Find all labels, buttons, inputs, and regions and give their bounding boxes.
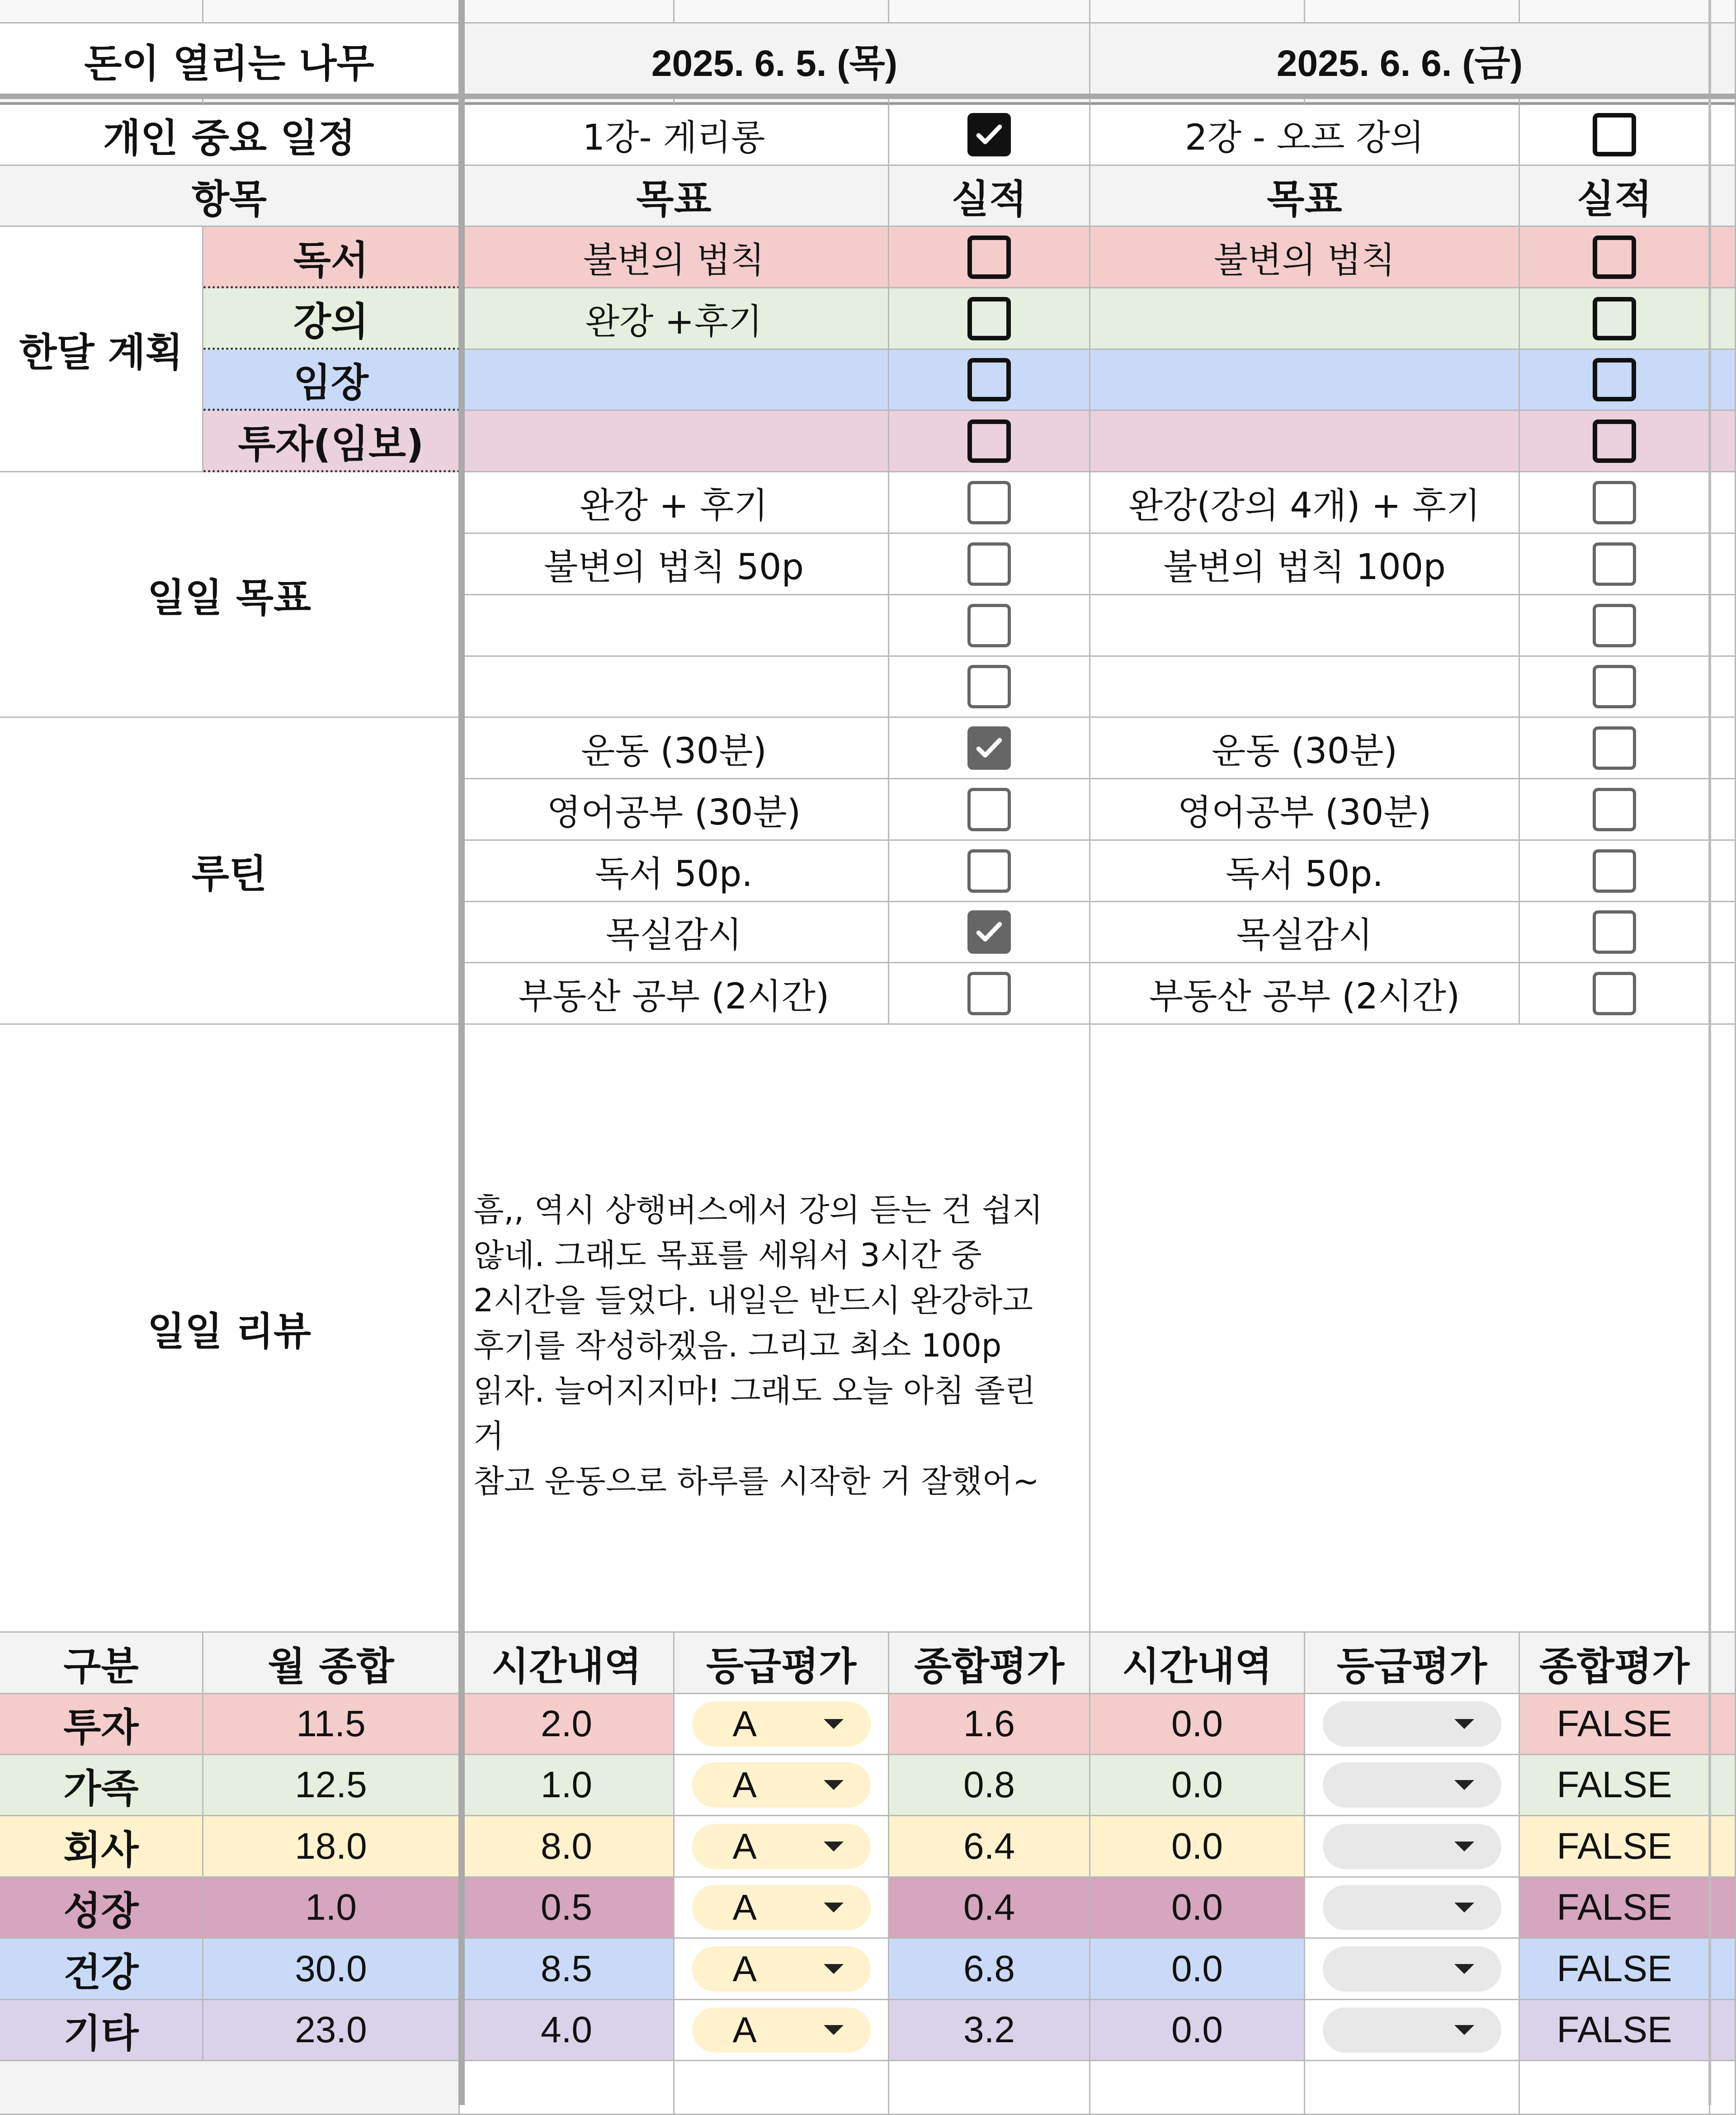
grade-value: A xyxy=(732,2010,757,2050)
grade-dropdown[interactable] xyxy=(692,1701,871,1747)
grade-dropdown[interactable] xyxy=(692,1946,871,1992)
grade-dropdown[interactable] xyxy=(692,1885,871,1930)
routine-result-cell[interactable] xyxy=(889,779,1090,841)
result-header: 실적 xyxy=(889,166,1090,227)
monthly-item-label: 임장 xyxy=(203,350,460,411)
schedule-text[interactable]: 1강- 게리롱 xyxy=(460,105,889,166)
daily-checkbox[interactable] xyxy=(1593,665,1636,708)
grade-cell[interactable] xyxy=(675,1816,889,1878)
total-eval-value: 0.8 xyxy=(889,1755,1090,1816)
separator-row xyxy=(675,98,889,105)
routine-checkbox[interactable] xyxy=(967,788,1011,831)
routine-result-cell[interactable] xyxy=(1520,902,1710,963)
grade-dropdown[interactable] xyxy=(1323,1885,1501,1930)
routine-item[interactable]: 운동 (30분) xyxy=(1090,718,1520,779)
monthly-goal[interactable]: 불변의 법칙 xyxy=(460,227,889,288)
grade-cell[interactable] xyxy=(1305,1755,1520,1816)
monthly-result-cell[interactable] xyxy=(889,227,1090,288)
empty-row xyxy=(889,2061,1090,2115)
empty-row xyxy=(460,2061,675,2115)
separator-row xyxy=(889,98,1090,105)
column-header-strip xyxy=(1305,0,1520,24)
category-label: 가족 xyxy=(0,1755,203,1816)
separator-row xyxy=(1305,98,1520,105)
month-total-header: 월 종합 xyxy=(203,1633,460,1694)
next-column-cell xyxy=(1710,902,1736,963)
grade-eval-header: 등급평가 xyxy=(675,1633,889,1694)
chevron-down-icon xyxy=(824,1719,844,1729)
frozen-row-divider[interactable] xyxy=(0,94,1736,99)
total-eval-value: FALSE xyxy=(1520,2000,1710,2061)
column-divider xyxy=(1708,0,1711,2105)
daily-goal[interactable] xyxy=(460,595,889,657)
next-column-cell xyxy=(1710,595,1736,657)
grade-cell[interactable] xyxy=(1305,1878,1520,1939)
schedule-label: 개인 중요 일정 xyxy=(0,105,460,166)
routine-item[interactable]: 독서 50p. xyxy=(1090,841,1520,902)
month-total-value: 11.5 xyxy=(203,1694,460,1755)
daily-checkbox[interactable] xyxy=(967,542,1011,586)
grade-dropdown[interactable] xyxy=(1323,2007,1501,2053)
time-detail-value[interactable]: 0.0 xyxy=(1090,1878,1305,1939)
month-total-value: 18.0 xyxy=(203,1816,460,1878)
routine-result-cell[interactable] xyxy=(889,718,1090,779)
routine-checkbox[interactable] xyxy=(1593,972,1636,1015)
grade-cell[interactable] xyxy=(675,1694,889,1755)
separator-row xyxy=(1520,98,1710,105)
routine-checkbox[interactable] xyxy=(967,849,1011,893)
grade-value: A xyxy=(732,1704,757,1744)
time-detail-header: 시간내역 xyxy=(1090,1633,1305,1694)
time-detail-value[interactable]: 0.0 xyxy=(1090,1939,1305,2000)
separator-row xyxy=(203,98,460,105)
grade-cell[interactable] xyxy=(675,1939,889,2000)
monthly-goal[interactable] xyxy=(1090,288,1520,350)
column-header-strip xyxy=(1520,0,1710,24)
routine-item[interactable]: 운동 (30분) xyxy=(460,718,889,779)
grade-value: A xyxy=(732,1765,757,1805)
month-total-value: 1.0 xyxy=(203,1878,460,1939)
routine-item[interactable]: 영어공부 (30분) xyxy=(460,779,889,841)
time-detail-value[interactable]: 0.0 xyxy=(1090,1755,1305,1816)
chevron-down-icon xyxy=(824,1780,844,1790)
schedule-text[interactable]: 2강 - 오프 강의 xyxy=(1090,105,1520,166)
daily-review-text[interactable] xyxy=(1090,1025,1710,1633)
next-column-cell xyxy=(1710,227,1736,288)
daily-goal[interactable]: 완강 + 후기 xyxy=(460,472,889,534)
grade-cell[interactable] xyxy=(1305,1694,1520,1755)
next-column-cell xyxy=(1710,2000,1736,2061)
separator-row xyxy=(460,98,675,105)
monthly-goal[interactable] xyxy=(1090,350,1520,411)
month-total-value: 23.0 xyxy=(203,2000,460,2061)
monthly-checkbox[interactable] xyxy=(1593,236,1636,279)
next-column-cell xyxy=(1710,963,1736,1025)
category-label: 건강 xyxy=(0,1939,203,2000)
daily-result-cell[interactable] xyxy=(889,657,1090,718)
category-label: 투자 xyxy=(0,1694,203,1755)
next-column-cell xyxy=(1710,105,1736,166)
time-detail-value[interactable]: 0.0 xyxy=(1090,1816,1305,1878)
category-label: 성장 xyxy=(0,1878,203,1939)
grade-dropdown[interactable] xyxy=(1323,1824,1501,1869)
routine-item[interactable]: 영어공부 (30분) xyxy=(1090,779,1520,841)
total-eval-value: FALSE xyxy=(1520,1939,1710,2000)
monthly-checkbox[interactable] xyxy=(967,358,1011,401)
monthly-checkbox[interactable] xyxy=(1593,297,1636,340)
grade-value: A xyxy=(732,1887,757,1927)
grade-cell[interactable] xyxy=(675,2000,889,2061)
grade-dropdown[interactable] xyxy=(692,1824,871,1869)
schedule-checkbox[interactable] xyxy=(1593,113,1636,156)
monthly-result-cell[interactable] xyxy=(1520,227,1710,288)
next-column-cell xyxy=(1710,1816,1736,1878)
next-column-cell xyxy=(1710,411,1736,472)
category-label: 기타 xyxy=(0,2000,203,2061)
chevron-down-icon xyxy=(1454,1842,1474,1851)
goal-header: 목표 xyxy=(460,166,889,227)
monthly-goal[interactable] xyxy=(460,411,889,472)
routine-checkbox[interactable] xyxy=(967,972,1011,1015)
routine-item[interactable]: 독서 50p. xyxy=(460,841,889,902)
chevron-down-icon xyxy=(824,1964,844,1974)
next-column-cell xyxy=(1710,1025,1736,1633)
daily-checkbox[interactable] xyxy=(1593,481,1636,524)
routine-result-cell[interactable] xyxy=(1520,963,1710,1025)
monthly-checkbox[interactable] xyxy=(1593,358,1636,401)
column-header-strip xyxy=(889,0,1090,24)
monthly-item-label: 독서 xyxy=(203,227,460,288)
column-header-strip xyxy=(0,0,203,24)
daily-checkbox[interactable] xyxy=(1593,604,1636,647)
routine-item[interactable]: 목실감시 xyxy=(1090,902,1520,963)
daily-review-label: 일일 리뷰 xyxy=(0,1025,460,1633)
monthly-result-cell[interactable] xyxy=(1520,288,1710,350)
total-eval-value: FALSE xyxy=(1520,1694,1710,1755)
total-eval-header: 종합평가 xyxy=(889,1633,1090,1694)
month-total-value: 12.5 xyxy=(203,1755,460,1816)
goal-header: 목표 xyxy=(1090,166,1520,227)
schedule-result-cell[interactable] xyxy=(1520,105,1710,166)
grade-dropdown[interactable] xyxy=(1323,1762,1501,1808)
daily-checkbox[interactable] xyxy=(967,604,1011,647)
monthly-result-cell[interactable] xyxy=(1520,411,1710,472)
monthly-checkbox[interactable] xyxy=(967,236,1011,279)
date-header: 2025. 6. 6. (금) xyxy=(1090,24,1710,98)
chevron-down-icon xyxy=(824,1903,844,1912)
frozen-column-divider[interactable] xyxy=(458,0,465,2105)
routine-result-cell[interactable] xyxy=(1520,841,1710,902)
routine-checkbox[interactable] xyxy=(967,910,1011,954)
routine-checkbox[interactable] xyxy=(1593,726,1636,770)
schedule-result-cell[interactable] xyxy=(889,105,1090,166)
next-column-cell xyxy=(1710,1694,1736,1755)
daily-result-cell[interactable] xyxy=(889,534,1090,595)
routine-result-cell[interactable] xyxy=(889,963,1090,1025)
separator-row xyxy=(0,98,203,105)
total-eval-value: FALSE xyxy=(1520,1816,1710,1878)
chevron-down-icon xyxy=(824,1842,844,1851)
column-header-strip xyxy=(1090,0,1305,24)
chevron-down-icon xyxy=(1454,1964,1474,1974)
total-eval-value: FALSE xyxy=(1520,1755,1710,1816)
time-detail-header: 시간내역 xyxy=(460,1633,675,1694)
grade-cell[interactable] xyxy=(675,1878,889,1939)
category-label: 회사 xyxy=(0,1816,203,1878)
grade-dropdown[interactable] xyxy=(1323,1946,1501,1992)
daily-goal[interactable]: 불변의 법칙 100p xyxy=(1090,534,1520,595)
monthly-item-label: 강의 xyxy=(203,288,460,350)
empty-row xyxy=(1520,2061,1710,2115)
next-column-cell xyxy=(1710,472,1736,534)
daily-result-cell[interactable] xyxy=(1520,534,1710,595)
monthly-goal[interactable] xyxy=(460,350,889,411)
daily-checkbox[interactable] xyxy=(967,665,1011,708)
total-eval-value: 0.4 xyxy=(889,1878,1090,1939)
daily-checkbox[interactable] xyxy=(1593,542,1636,586)
monthly-result-cell[interactable] xyxy=(889,411,1090,472)
separator-row xyxy=(1090,98,1305,105)
monthly-checkbox[interactable] xyxy=(967,419,1011,463)
time-detail-value[interactable]: 8.0 xyxy=(460,1816,675,1878)
separator-row xyxy=(1710,98,1736,105)
routine-item[interactable]: 목실감시 xyxy=(460,902,889,963)
monthly-goal[interactable]: 불변의 법칙 xyxy=(1090,227,1520,288)
next-column-cell xyxy=(1710,166,1736,227)
item-header: 항목 xyxy=(0,166,460,227)
daily-result-cell[interactable] xyxy=(1520,472,1710,534)
total-eval-header: 종합평가 xyxy=(1520,1633,1710,1694)
check-icon xyxy=(973,916,1005,948)
schedule-checkbox[interactable] xyxy=(967,113,1011,156)
chevron-down-icon xyxy=(1454,1903,1474,1912)
next-column-cell xyxy=(1710,718,1736,779)
time-detail-value[interactable]: 2.0 xyxy=(460,1694,675,1755)
routine-checkbox[interactable] xyxy=(967,726,1011,770)
routine-result-cell[interactable] xyxy=(1520,718,1710,779)
next-column-cell xyxy=(1710,841,1736,902)
grade-value: A xyxy=(732,1948,757,1989)
daily-result-cell[interactable] xyxy=(1520,595,1710,657)
time-detail-value[interactable]: 1.0 xyxy=(460,1755,675,1816)
daily-checkbox[interactable] xyxy=(967,481,1011,524)
chevron-down-icon xyxy=(1454,2025,1474,2035)
grade-cell[interactable] xyxy=(1305,2000,1520,2061)
column-header-strip xyxy=(1710,0,1736,24)
empty-row xyxy=(0,2061,460,2115)
daily-goal-label: 일일 목표 xyxy=(0,472,460,718)
next-column-cell xyxy=(1710,779,1736,841)
daily-review-text[interactable]: 흠,, 역시 상행버스에서 강의 듣는 건 쉽지 않네. 그래도 목표를 세워서 3시간 중 2시간을 들었다. 내일은 반드시 완강하고 후기를 작성하겠음. 그리고 최소 100p 읽자. 늘어지지마! 그래도 오늘 아침 졸린 거 참고 운동으로 하루를 시작한 거 잘했어~ xyxy=(460,1025,1090,1633)
next-column-cell xyxy=(1710,288,1736,350)
daily-goal[interactable] xyxy=(460,657,889,718)
daily-goal[interactable]: 불변의 법칙 50p xyxy=(460,534,889,595)
monthly-goal[interactable] xyxy=(1090,411,1520,472)
empty-row xyxy=(1090,2061,1305,2115)
total-eval-value: 6.8 xyxy=(889,1939,1090,2000)
column-header-strip xyxy=(203,0,460,24)
result-header: 실적 xyxy=(1520,166,1710,227)
grade-cell[interactable] xyxy=(675,1755,889,1816)
monthly-result-cell[interactable] xyxy=(889,350,1090,411)
grade-dropdown[interactable] xyxy=(692,1762,871,1808)
next-column-cell xyxy=(1710,1939,1736,2000)
next-column-cell xyxy=(1710,1755,1736,1816)
grade-cell[interactable] xyxy=(1305,1816,1520,1878)
date-header: 2025. 6. 5. (목) xyxy=(460,24,1090,98)
monthly-checkbox[interactable] xyxy=(1593,419,1636,463)
routine-result-cell[interactable] xyxy=(889,841,1090,902)
routine-result-cell[interactable] xyxy=(1520,779,1710,841)
grade-eval-header: 등급평가 xyxy=(1305,1633,1520,1694)
total-eval-value: FALSE xyxy=(1520,1878,1710,1939)
monthly-result-cell[interactable] xyxy=(889,288,1090,350)
daily-result-cell[interactable] xyxy=(889,595,1090,657)
routine-checkbox[interactable] xyxy=(1593,849,1636,893)
time-detail-value[interactable]: 0.0 xyxy=(1090,1694,1305,1755)
empty-row xyxy=(1305,2061,1520,2115)
routine-item[interactable]: 부동산 공부 (2시간) xyxy=(1090,963,1520,1025)
daily-goal[interactable] xyxy=(1090,657,1520,718)
category-header: 구분 xyxy=(0,1633,203,1694)
time-detail-value[interactable]: 0.5 xyxy=(460,1878,675,1939)
check-icon xyxy=(973,119,1005,151)
next-column-cell xyxy=(1710,350,1736,411)
routine-item[interactable]: 부동산 공부 (2시간) xyxy=(460,963,889,1025)
column-header-strip xyxy=(675,0,889,24)
monthly-result-cell[interactable] xyxy=(1520,350,1710,411)
next-column-cell xyxy=(1710,657,1736,718)
time-detail-value[interactable]: 0.0 xyxy=(1090,2000,1305,2061)
next-column-header xyxy=(1710,24,1736,98)
monthly-goal[interactable]: 완강 +후기 xyxy=(460,288,889,350)
chevron-down-icon xyxy=(1454,1780,1474,1790)
grade-value: A xyxy=(732,1826,757,1866)
monthly-checkbox[interactable] xyxy=(967,297,1011,340)
total-eval-value: 1.6 xyxy=(889,1694,1090,1755)
grade-dropdown[interactable] xyxy=(692,2007,871,2053)
month-total-value: 30.0 xyxy=(203,1939,460,2000)
grade-dropdown[interactable] xyxy=(1323,1701,1501,1747)
monthly-item-label: 투자(임보) xyxy=(203,411,460,472)
empty-row xyxy=(1710,2061,1736,2115)
empty-row xyxy=(675,2061,889,2115)
next-column-cell xyxy=(1710,1878,1736,1939)
daily-result-cell[interactable] xyxy=(889,472,1090,534)
grade-cell[interactable] xyxy=(1305,1939,1520,2000)
time-detail-value[interactable]: 4.0 xyxy=(460,2000,675,2061)
time-detail-value[interactable]: 8.5 xyxy=(460,1939,675,2000)
total-eval-value: 3.2 xyxy=(889,2000,1090,2061)
monthly-plan-label: 한달 계획 xyxy=(0,227,203,472)
daily-goal[interactable]: 완강(강의 4개) + 후기 xyxy=(1090,472,1520,534)
next-column-cell xyxy=(1710,534,1736,595)
routine-checkbox[interactable] xyxy=(1593,788,1636,831)
daily-goal[interactable] xyxy=(1090,595,1520,657)
daily-result-cell[interactable] xyxy=(1520,657,1710,718)
total-eval-value: 6.4 xyxy=(889,1816,1090,1878)
column-header-strip xyxy=(460,0,675,24)
routine-result-cell[interactable] xyxy=(889,902,1090,963)
chevron-down-icon xyxy=(1454,1719,1474,1729)
sheet-title: 돈이 열리는 나무 xyxy=(0,24,460,98)
routine-label: 루틴 xyxy=(0,718,460,1025)
routine-checkbox[interactable] xyxy=(1593,910,1636,954)
chevron-down-icon xyxy=(824,2025,844,2035)
next-column-cell xyxy=(1710,1633,1736,1694)
check-icon xyxy=(973,732,1005,764)
